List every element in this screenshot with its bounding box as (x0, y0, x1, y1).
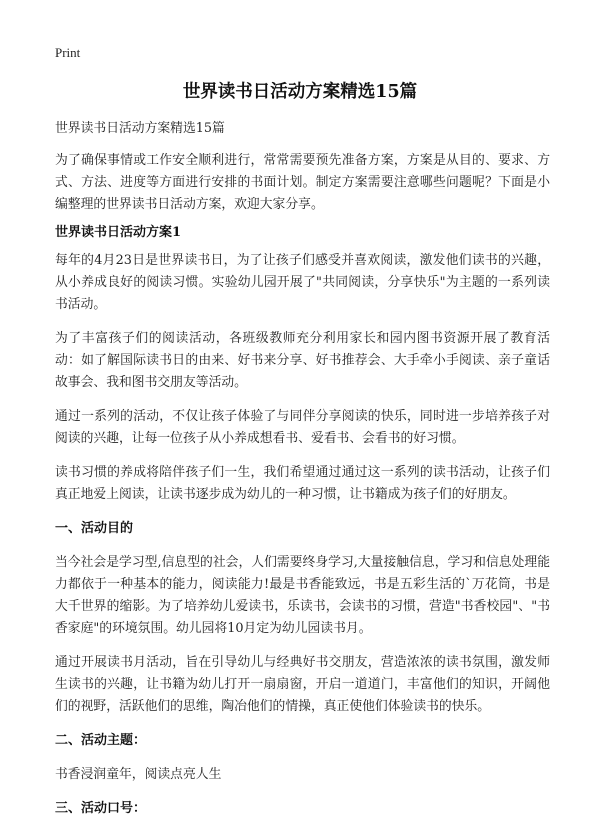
heading-activity-slogan: 三、活动口号： (55, 801, 147, 816)
paragraph-6: 通过开展读书月活动，旨在引导幼儿与经典好书交朋友，营造浓浓的读书氛围，激发师生读书的兴趣，让书籍为幼儿打开一扇扇窗，开启一道道门，丰富他们的知识，开阔他们的视野，活跃他们的思维，陶冶他们的情操，真正使他们体验读书的快乐。 (55, 655, 550, 714)
print-link[interactable]: Print (55, 45, 81, 60)
paragraph-4: 读书习惯的养成将陪伴孩子们一生，我们希望通过通过这一系列的读书活动，让孩子们真正地爱上阅读，让读书逐步成为幼儿的一种习惯，让书籍成为孩子们的好朋友。 (55, 465, 550, 502)
section-heading-plan-1: 世界读书日活动方案1 (55, 225, 182, 240)
heading-activity-goal: 一、活动目的 (55, 521, 134, 536)
page-title: 世界读书日活动方案精选15篇 (182, 82, 418, 102)
paragraph-2: 为了丰富孩子们的阅读活动，各班级教师充分利用家长和园内图书资源开展了教育活动：如了解国际读书日的由来、好书来分享、好书推荐会、大手牵小手阅读、亲子童话故事会、我和图书交朋友等活动。 (55, 331, 550, 390)
intro-paragraph: 为了确保事情或工作安全顺利进行，常常需要预先准备方案，方案是从目的、要求、方式、方法、进度等方面进行安排的书面计划。制定方案需要注意哪些问题呢？下面是小编整理的世界读书日活动方案，欢迎大家分享。 (55, 153, 550, 212)
document-body (55, 118, 550, 820)
paragraph-3: 通过一系列的活动，不仅让孩子体验了与同伴分享阅读的快乐，同时进一步培养孩子对阅读的兴趣，让每一位孩子从小养成想看书、爱看书、会看书的好习惯。 (55, 409, 550, 446)
heading-activity-theme: 二、活动主题： (55, 733, 147, 748)
paragraph-5: 当今社会是学习型,信息型的社会，人们需要终身学习,大量接触信息，学习和信息处理能力都依于一种基本的能力，阅读能力!最是书香能致远，书是五彩生活的`万花筒，书是大千世界的缩影。为了培养幼儿爱读书，乐读书，会读书的习惯，营造"书香校园"、"书香家庭"的环境氛围。幼儿园将10月定为幼儿园读书月。 (55, 555, 550, 636)
paragraph-1: 每年的4月23日是世界读书日，为了让孩子们感受并喜欢阅读，激发他们读书的兴趣，从小养成良好的阅读习惯。实验幼儿园开展了"共同阅读，分享快乐"为主题的一系列读书活动。 (55, 253, 550, 312)
paragraph-theme: 书香浸润童年，阅读点亮人生 (55, 767, 222, 782)
document-subtitle: 世界读书日活动方案精选15篇 (55, 121, 225, 136)
